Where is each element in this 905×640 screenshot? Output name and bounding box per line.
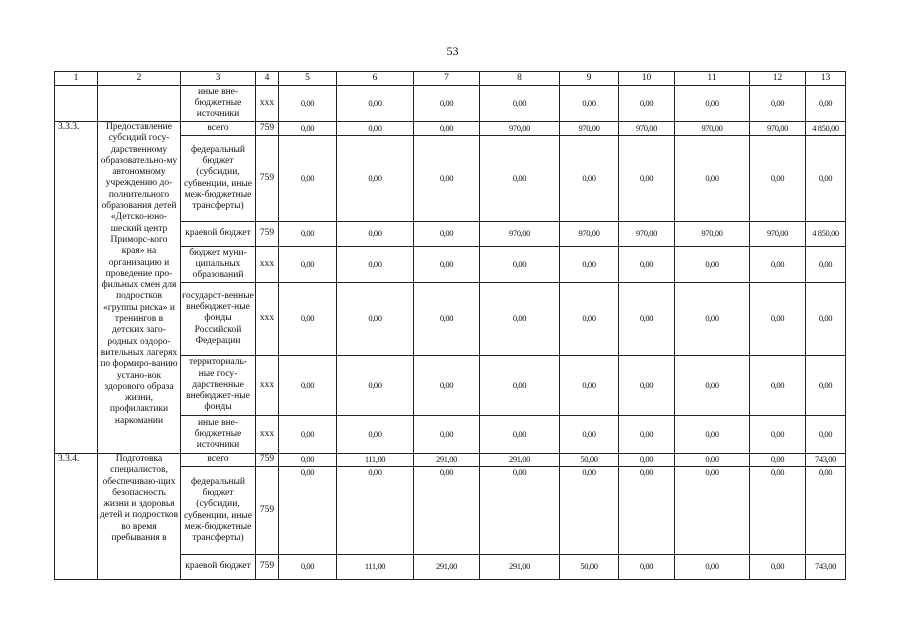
value-cell: 0,00: [279, 247, 337, 283]
value-cell: 0,00: [337, 283, 414, 356]
value-cell: 0,00: [414, 122, 480, 136]
header-cell: 10: [619, 72, 675, 86]
source-cell: иные вне- бюджетные источники: [181, 86, 256, 122]
value-cell: 4 850,00: [806, 222, 846, 247]
header-cell: 5: [279, 72, 337, 86]
section-name-cell: Предоставление субсидий госу-дарственному образовательно-му автономному учреждению до-полнительного образования детей «Детско-юно-шеский центр Приморс-кого края» на организацию и проведение про-фильных смен для подростков «группы риска» и тренингов в детских заго-родных оздоро-вительных лагерях по формиро-ванию устано-вок здорового образа жизни, профилактики наркомании: [98, 122, 181, 454]
value-cell: 0,00: [750, 555, 806, 580]
value-cell: 970,00: [675, 122, 750, 136]
code-cell: xxx: [256, 356, 279, 416]
value-cell: 50,00: [560, 555, 619, 580]
value-cell: 0,00: [619, 247, 675, 283]
value-cell: 0,00: [750, 416, 806, 454]
value-cell: 291,00: [480, 454, 560, 467]
value-cell: 970,00: [480, 222, 560, 247]
header-cell: 6: [337, 72, 414, 86]
value-cell: 0,00: [560, 283, 619, 356]
code-cell: 759: [256, 555, 279, 580]
value-cell: 0,00: [337, 136, 414, 222]
value-cell: 0,00: [619, 356, 675, 416]
value-cell: 0,00: [675, 283, 750, 356]
value-cell: 50,00: [560, 454, 619, 467]
code-cell: xxx: [256, 416, 279, 454]
value-cell: 0,00: [806, 136, 846, 222]
value-cell: 0,00: [560, 247, 619, 283]
value-cell: 111,00: [337, 555, 414, 580]
value-cell: 0,00: [675, 247, 750, 283]
table-row: [55, 86, 846, 122]
code-cell: xxx: [256, 86, 279, 122]
value-cell: 0,00: [750, 283, 806, 356]
value-cell: 0,00: [560, 136, 619, 222]
source-cell: всего: [181, 122, 256, 136]
value-cell: 0,00: [560, 416, 619, 454]
value-cell: 0,00: [480, 247, 560, 283]
value-cell: 291,00: [414, 454, 480, 467]
value-cell: 0,00: [675, 136, 750, 222]
value-cell: 0,00: [414, 356, 480, 416]
value-cell: 0,00: [675, 416, 750, 454]
value-cell: 970,00: [675, 222, 750, 247]
value-cell: 0,00: [337, 86, 414, 122]
value-cell: 0,00: [337, 416, 414, 454]
code-cell: 759: [256, 136, 279, 222]
value-cell: 0,00: [675, 356, 750, 416]
value-cell: 0,00: [806, 86, 846, 122]
section-number-cell: 3.3.3.: [55, 122, 98, 454]
header-cell: 8: [480, 72, 560, 86]
value-cell: 970,00: [480, 122, 560, 136]
value-cell: 0,00: [750, 86, 806, 122]
value-cell: 0,00: [619, 283, 675, 356]
table-row: [55, 454, 846, 467]
value-cell: 970,00: [750, 222, 806, 247]
value-cell: 0,00: [414, 222, 480, 247]
code-cell: 759: [256, 454, 279, 467]
value-cell: 0,00: [279, 416, 337, 454]
value-cell: 0,00: [675, 86, 750, 122]
header-cell: 2: [98, 72, 181, 86]
source-cell: всего: [181, 454, 256, 467]
value-cell: 0,00: [337, 356, 414, 416]
header-cell: 7: [414, 72, 480, 86]
header-cell: 4: [256, 72, 279, 86]
header-cell: 1: [55, 72, 98, 86]
header-cell: 3: [181, 72, 256, 86]
source-cell: федеральный бюджет (субсидии, субвенции, иные меж-бюджетные трансферты): [181, 136, 256, 222]
source-cell: федеральный бюджет (субсидии, субвенции, иные меж-бюджетные трансферты): [181, 467, 256, 555]
value-cell: 0,00: [414, 283, 480, 356]
row-number-cell: [55, 86, 98, 122]
value-cell: 970,00: [560, 122, 619, 136]
header-row: [55, 72, 846, 86]
value-cell: 0,00: [806, 467, 846, 555]
value-cell: 0,00: [337, 467, 414, 555]
value-cell: 0,00: [279, 222, 337, 247]
value-cell: 0,00: [750, 247, 806, 283]
value-cell: 0,00: [279, 122, 337, 136]
source-cell: бюджет муни-ципальных образований: [181, 247, 256, 283]
header-cell: 11: [675, 72, 750, 86]
value-cell: 0,00: [414, 467, 480, 555]
value-cell: 0,00: [675, 555, 750, 580]
value-cell: 0,00: [750, 136, 806, 222]
code-cell: xxx: [256, 283, 279, 356]
value-cell: 0,00: [414, 86, 480, 122]
value-cell: 0,00: [619, 416, 675, 454]
value-cell: 0,00: [414, 136, 480, 222]
code-cell: 759: [256, 222, 279, 247]
value-cell: 0,00: [619, 454, 675, 467]
value-cell: 4 850,00: [806, 122, 846, 136]
value-cell: 0,00: [414, 247, 480, 283]
row-name-cell: [98, 86, 181, 122]
source-cell: иные вне-бюджетные источники: [181, 416, 256, 454]
value-cell: 0,00: [337, 247, 414, 283]
value-cell: 0,00: [279, 467, 337, 555]
page-number: 53: [446, 44, 459, 58]
value-cell: 0,00: [619, 467, 675, 555]
header-cell: 12: [750, 72, 806, 86]
value-cell: 0,00: [806, 247, 846, 283]
value-cell: 0,00: [560, 467, 619, 555]
value-cell: 291,00: [480, 555, 560, 580]
value-cell: 111,00: [337, 454, 414, 467]
value-cell: 0,00: [480, 356, 560, 416]
value-cell: 0,00: [279, 555, 337, 580]
value-cell: 0,00: [480, 283, 560, 356]
source-cell: краевой бюджет: [181, 555, 256, 580]
value-cell: 970,00: [619, 122, 675, 136]
value-cell: 0,00: [414, 416, 480, 454]
value-cell: 0,00: [619, 86, 675, 122]
table-row: [55, 122, 846, 136]
value-cell: 0,00: [750, 467, 806, 555]
budget-table: [54, 71, 846, 580]
value-cell: 0,00: [480, 416, 560, 454]
section-number-cell: 3.3.4.: [55, 454, 98, 580]
value-cell: 743,00: [806, 454, 846, 467]
value-cell: 291,00: [414, 555, 480, 580]
value-cell: 0,00: [560, 86, 619, 122]
value-cell: 0,00: [619, 136, 675, 222]
value-cell: 970,00: [619, 222, 675, 247]
value-cell: 0,00: [279, 136, 337, 222]
value-cell: 0,00: [675, 467, 750, 555]
value-cell: 0,00: [279, 283, 337, 356]
section-name-cell: Подготовка специалистов, обеспечиваю-щих безопасность жизни и здоровья детей и подростков во время пребывания в: [98, 454, 181, 580]
value-cell: 0,00: [279, 454, 337, 467]
value-cell: 0,00: [560, 356, 619, 416]
code-cell: 759: [256, 467, 279, 555]
value-cell: 0,00: [279, 86, 337, 122]
value-cell: 0,00: [750, 454, 806, 467]
value-cell: 0,00: [806, 283, 846, 356]
value-cell: 0,00: [619, 555, 675, 580]
code-cell: 759: [256, 122, 279, 136]
source-cell: государст-венные внебюджет-ные фонды Российской Федерации: [181, 283, 256, 356]
value-cell: 0,00: [480, 136, 560, 222]
source-cell: краевой бюджет: [181, 222, 256, 247]
value-cell: 0,00: [480, 86, 560, 122]
value-cell: 0,00: [750, 356, 806, 416]
value-cell: 0,00: [337, 122, 414, 136]
header-cell: 13: [806, 72, 846, 86]
value-cell: 0,00: [675, 454, 750, 467]
value-cell: 0,00: [806, 356, 846, 416]
value-cell: 970,00: [560, 222, 619, 247]
value-cell: 0,00: [337, 222, 414, 247]
value-cell: 970,00: [750, 122, 806, 136]
code-cell: xxx: [256, 247, 279, 283]
source-cell: территориаль-ные госу-дарственные внебюджет-ные фонды: [181, 356, 256, 416]
value-cell: 0,00: [480, 467, 560, 555]
value-cell: 0,00: [806, 416, 846, 454]
header-cell: 9: [560, 72, 619, 86]
value-cell: 743,00: [806, 555, 846, 580]
value-cell: 0,00: [279, 356, 337, 416]
